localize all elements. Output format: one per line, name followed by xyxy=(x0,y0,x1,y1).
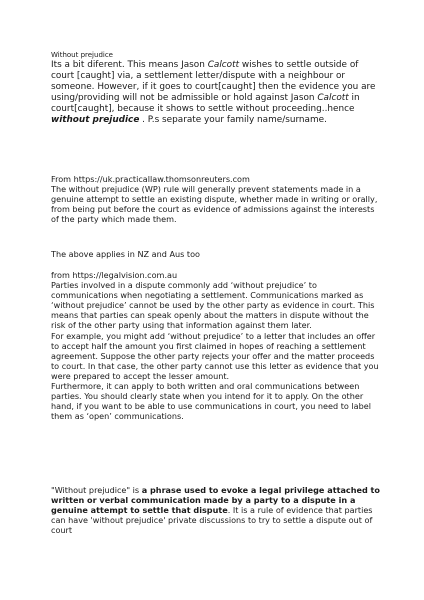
intro-text-2: wishes to settle outside of court [caught] via, a settlement letter/dispute with a neighbour or someone. However, if it goes to court[caught] then the evidence you are using/providing will not be admissible or hold against Jason xyxy=(51,60,376,103)
source-2-para-1: Parties involved in a dispute commonly add ‘without prejudice’ to communications when negotiating a settlement. Communications marked as ‘without prejudice’ cannot be used by the other party as evidence in court. This means that parties can speak openly about the matters in dispute without the risk of the other party using that information against them later. xyxy=(51,280,375,331)
doc-heading: Without prejudice xyxy=(51,51,113,59)
intro-text-4: . P.s separate your family name/surname. xyxy=(139,115,327,125)
intro-name-1: Calcott xyxy=(207,60,240,70)
source-1-from: From https://uk.practicallaw.thomsonreuters.com xyxy=(51,174,250,184)
region-note: The above applies in NZ and Aus too xyxy=(51,249,200,259)
definition-text-2: . It is a rule of evidence that parties can have 'without prejudice' private discussions to try to settle a dispute out of court xyxy=(51,505,373,536)
definition-bold: a phrase used to evoke a legal privilege attached to written or verbal communication made by a party to a dispute in a genuine attempt to settle that dispute xyxy=(51,485,380,516)
intro-paragraph xyxy=(51,60,381,126)
source-2-para-2: For example, you might add ‘without prejudice’ to a letter that includes an offer to accept half the amount you first claimed in hopes of reaching a settlement agreement. Suppose the other party rejects your offer and the matter proceeds to court. In that case, the other party cannot use this letter as evidence that you were prepared to accept the lesser amount. xyxy=(51,330,379,381)
source-2-from: from https://legalvision.com.au xyxy=(51,270,178,280)
source-2-para-3: Furthermore, it can apply to both written and oral communications between parties. You should clearly state when you intend for it to apply. On the other hand, if you want to be able to use communications in court, you need to label them as ‘open’ communications. xyxy=(51,381,371,422)
intro-text-3: in court[caught], because it shows to settle without proceeding..hence xyxy=(51,93,360,114)
definition-paragraph xyxy=(51,485,381,535)
intro-emphasis: without prejudice xyxy=(51,115,140,125)
definition-text-1: "Without prejudice" is xyxy=(51,485,142,495)
source-2-section xyxy=(51,270,381,421)
intro-name-2: Calcott xyxy=(317,93,349,103)
source-1-section xyxy=(51,174,381,224)
intro-text-1: Its a bit diferent. This means Jason xyxy=(51,60,208,70)
source-1-body: The without prejudice (WP) rule will generally prevent statements made in a genuine attempt to settle an existing dispute, whether made in writing or orally, from being put before the court as evidence of admissions against the interests of the party which made them. xyxy=(51,184,378,225)
